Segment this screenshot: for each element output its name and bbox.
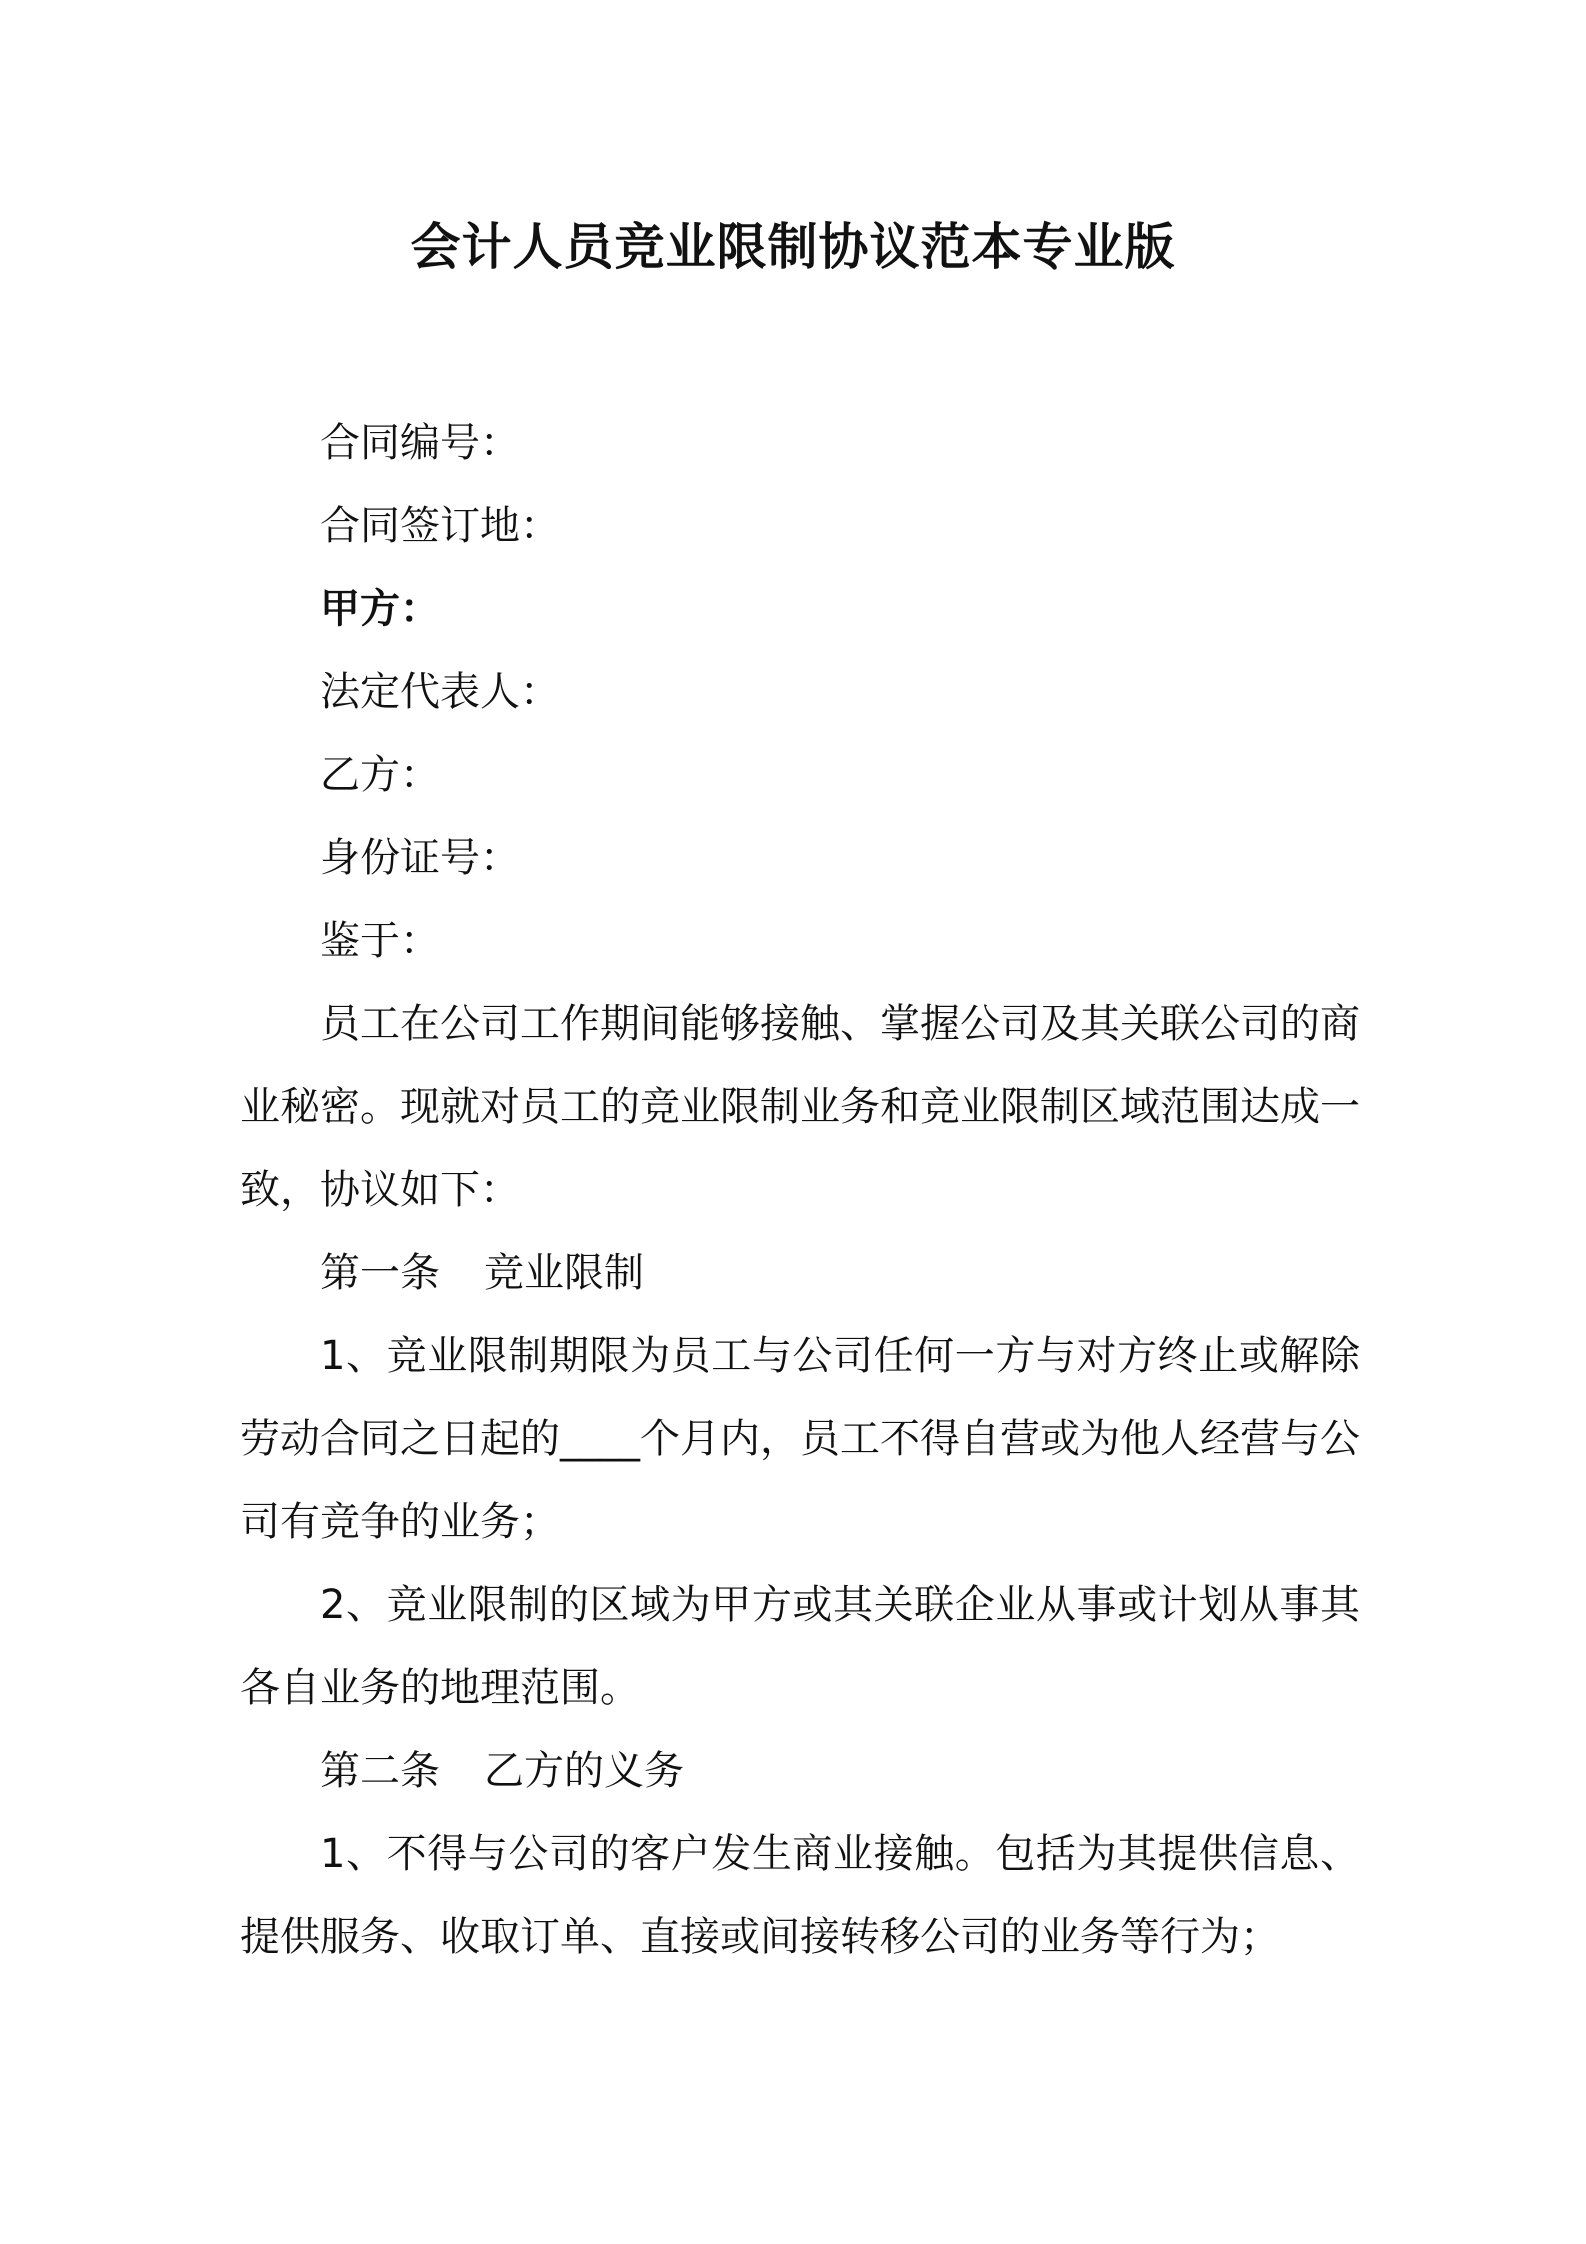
article-1-clause-2: 2、竞业限制的区域为甲方或其关联企业从事或计划从事其各自业务的地理范围。	[240, 1582, 1360, 1711]
field-party-b: 乙方：	[320, 752, 440, 798]
article-2-clause-1: 1、不得与公司的客户发生商业接触。包括为其提供信息、提供服务、收取订单、直接或间接转移公司的业务等行为；	[240, 1831, 1360, 1960]
article-1-title: 竞业限制	[484, 1250, 644, 1296]
article-1-number: 第一条	[320, 1250, 440, 1296]
document-body	[240, 402, 1360, 1979]
article-1-clause-1: 1、竞业限制期限为员工与公司任何一方与对方终止或解除劳动合同之日起的____个月内，员工不得自营或为他人经营与公司有竞争的业务；	[240, 1333, 1360, 1545]
article-1-heading	[240, 1232, 1360, 1315]
field-id-number: 身份证号：	[320, 835, 520, 881]
article-2-number: 第二条	[320, 1748, 440, 1794]
preamble-paragraph: 员工在公司工作期间能够接触、掌握公司及其关联公司的商业秘密。现就对员工的竞业限制业务和竞业限制区域范围达成一致，协议如下：	[240, 1001, 1360, 1213]
field-whereas: 鉴于：	[320, 918, 440, 964]
document-title: 会计人员竞业限制协议范本专业版	[410, 218, 1176, 276]
article-2-heading	[240, 1730, 1360, 1813]
field-contract-number: 合同编号：	[320, 420, 520, 466]
field-party-a: 甲方：	[320, 586, 440, 632]
article-2-title: 乙方的义务	[484, 1748, 684, 1794]
field-legal-representative: 法定代表人：	[320, 669, 560, 715]
field-signing-place: 合同签订地：	[320, 503, 560, 549]
